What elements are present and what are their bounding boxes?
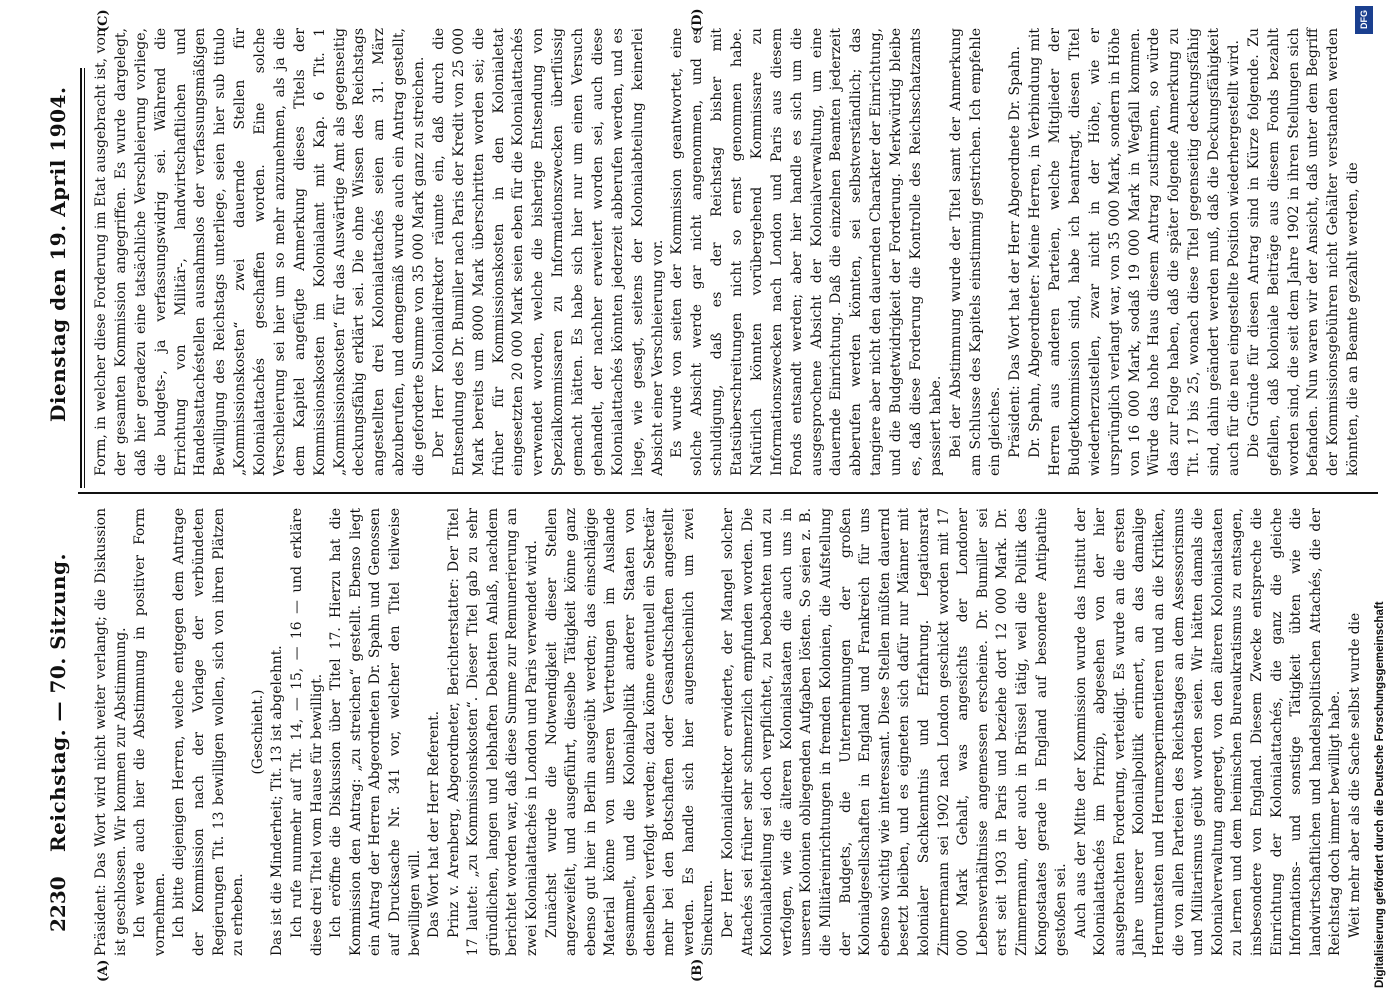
paragraph-centered: (Geschieht.)	[249, 689, 266, 775]
paragraph: Form, in welcher diese Forderung im Etat ausgebracht ist, von der gesamten Kommission angegriffen. Es wurde dargelegt, daß hier geradezu eine tatsächliche Verschleierung vorliege, die budgets-, ja verfassungswidrig sei. Während die Errichtung von Militär-, landwirtschaftlichen und Handelsattachéstellen ausnahmslos der verfassungsmäßigen Bewilligung des Reichstags unterliege, seien hier sub titulo „Kommissionskosten“ zwei dauernde Stellen für Kolonialattachés geschaffen worden. Eine solche Verschleierung sei hier um so mehr anzunehmen, als ja die dem Kapitel angefügte Anmerkung dieses Titels der Kommissionskosten im Kolonialamt mit Kap. 6 Tit. 1 „Kommissionskosten“ für das Auswärtige Amt als gegenseitig deckungsfähig erklärt sei. Die ohne Wissen des Reichstags angestellten drei Kolonialattachés seien am 31. März abzuberufen, und demgemäß wurde auch ein Antrag gestellt, die geforderte Summe von 35 000 Mark ganz zu streichen.	[93, 28, 427, 476]
paragraph: Zunächst wurde die Notwendigkeit dieser Stellen angezweifelt, und ausgeführt, dieselbe Tätigkeit könne ganz ebenso gut hier in Berlin ausgeübt werden; das einschlägige Material könne von unseren Vertretungen im Auslande gesammelt, und die Kolonialpolitik anderer Staaten von denselben verfolgt werden; dazu könne eventuell ein Sekretär mehr bei den Botschaften oder Gesandtschaften angestellt werden. Es handle sich hier augenscheinlich um zwei Sinekuren.	[543, 508, 717, 956]
paragraph: Präsident: Das Wort hat der Herr Abgeordnete Dr. Spahn.	[1007, 46, 1024, 458]
header-right: Dienstag den 19. April 1904.	[46, 86, 70, 422]
page-number: 2230	[46, 876, 70, 932]
digitization-sidebar	[1352, 0, 1386, 1000]
paragraph: Weit mehr aber als die Sache selbst wurde die	[1347, 612, 1363, 938]
column-separator	[78, 492, 1378, 494]
paragraph: Das ist die Minderheit; Tit. 13 ist abgelehnt.	[269, 645, 286, 956]
paragraph: Dr. Spahn, Abgeordneter: Meine Herren, in Verbindung mit Herren aus anderen Parteien, welche Mitglieder der Budgetkommission sind, habe ich beantragt, diesen Titel wiederherzustellen, zwar nicht in der Höhe, wie er ursprünglich verlangt war, von 35 000 Mark, sondern in Höhe von 16 000 Mark, sodaß 19 000 Mark in Wegfall kommen. Würde das hohe Haus diesem Antrag zustimmen, so würde das zur Folge haben, daß die später folgende Anmerkung zu Tit. 17 bis 25, wonach diese Titel gegenseitig deckungsfähig sind, dahin geändert werden muß, daß die Deckungsfähigkeit auch für die neu eingestellte Position wiederhergestellt wird.	[1027, 28, 1242, 476]
header-left: Reichstag. — 70. Sitzung.	[46, 553, 70, 852]
text-column-right	[92, 28, 1364, 476]
header-rule-thin	[84, 68, 85, 488]
paragraph: Der Herr Kolonialdirektor räumte ein, daß durch die Entsendung des Dr. Bumiller nach Paris der Kredit von 25 000 Mark bereits um 8000 Mark überschritten worden sei; die früher für Kommissionskosten in den Kolonialetat eingesetzten 20 000 Mark seien eben für die Kolonialattachés verwendet worden, welche die bisherige Entsendung von Spezialkommissaren zu Informationszwecken überflüssig gemacht hätten. Es habe sich hier nur um einen Versuch gehandelt, der nachher erweitert worden sei, auch diese Kolonialattachés könnten jederzeit abberufen werden, und es liege, wie gesagt, seitens der Kolonialabteilung keinerlei Absicht einer Verschleierung vor.	[430, 28, 666, 476]
text-column-left	[92, 508, 1366, 956]
paragraph: Ich werde auch hier die Abstimmung in positiver Form vornehmen.	[132, 508, 168, 956]
margin-marker-a: (A)	[96, 959, 111, 982]
paragraph: Präsident: Das Wort wird nicht weiter verlangt; die Diskussion ist geschlossen. Wir kommen zur Abstimmung.	[93, 508, 129, 956]
margin-marker-d: (D)	[690, 8, 705, 32]
paragraph: Bei der Abstimmung wurde der Titel samt der Anmerkung am Schlusse des Kapitels einstimmig gestrichen. Ich empfehle ein gleiches.	[947, 28, 1004, 476]
paragraph: Die Gründe für diesen Antrag sind in Kürze folgende. Zu gefallen, daß koloniale Beiträge aus diesem Fonds bezahlt worden sind, die seit dem Jahre 1902 in ihren Stellungen sich befanden. Nun waren wir der Ansicht, daß unter dem Begriff der Kommissionsgebühren nicht Gehälter verstanden werden könnten, die an Beamte gezahlt werden, die	[1245, 28, 1362, 476]
paragraph: Der Herr Kolonialdirektor erwiderte, der Mangel solcher Attachés sei früher sehr schmerzlich empfunden worden. Die Kolonialabteilung sei doch verpflichtet, zu beobachten und zu verfolgen, wie die älteren Kolonialstaaten die auch uns in unseren Kolonien obliegenden Aufgaben lösten. So seien z. B. die Militäreinrichtungen in fremden Kolonien, die Aufstellung der Budgets, die Unternehmungen der großen Kolonialgesellschaften in England und Frankreich für uns ebenso wichtig wie interessant. Diese Stellen müßten dauernd besetzt bleiben, und es eigneten sich dafür nur Männer mit kolonialer Sachkenntnis und Erfahrung. Legationsrat Zimmermann sei 1902 nach London geschickt worden mit 17 000 Mark Gehalt, was angesichts der Londoner Lebensverhältnisse angemessen erscheine. Dr. Bumiller sei erst seit 1903 in Paris und beziehe dort 12 000 Mark. Dr. Zimmermann, der auch in Brüssel tätig, weil die Politik des Kongostaates gerade in England auf besondere Antipathie gestoßen sei.	[720, 508, 1070, 956]
paragraph: Das Wort hat der Herr Referent.	[426, 710, 443, 938]
paragraph: Prinz v. Arenberg, Abgeordneter, Berichterstatter: Der Titel 17 lautet: „zu Kommissionskosten“. Dieser Titel gab zu sehr gründlichen, langen und lebhaften Debatten Anlaß, nachdem berichtet worden war, daß diese Summe zur Remunerierung an zwei Kolonialattachés in London und Paris verwendet wird.	[445, 508, 541, 956]
paragraph: Auch aus der Mitte der Kommission wurde das Institut der Kolonialattachés im Prinzip, abgesehen von der hier ausgebrachten Forderung, verteidigt. Es wurde an die ersten Jahre unserer Kolonialpolitik erinnert, an das damalige Herumtasten und Herumexperimentieren und an die Kritiken, die von allen Parteien des Reichstages an dem Assessorismus und Militarismus geübt worden seien. Wir hätten damals die Kolonialverwaltung angeregt, von den älteren Kolonialstaaten zu lernen und dem heimischen Bureaukratismus zu entsagen, insbesondere von England. Diesem Zwecke entspreche die Einrichtung der Kolonialattachés, die ganz die gleiche Informations- und sonstige Tätigkeit übten wie die landwirtschaftlichen und handelspolitischen Attachés, die der Reichstag doch immer bewilligt habe.	[1072, 508, 1344, 956]
margin-marker-b: (B)	[690, 958, 705, 982]
paragraph: Ich bitte diejenigen Herren, welche entgegen dem Antrage der Kommission nach der Vorlage der verbündeten Regierungen Tit. 13 bewilligen wollen, sich von ihren Plätzen zu erheben.	[171, 508, 247, 956]
paragraph: Ich rufe nunmehr auf Tit. 14, — 15, — 16 — und erkläre diese drei Titel vom Hause für bewilligt.	[288, 508, 325, 956]
margin-marker-c: (C)	[96, 9, 111, 32]
page-header	[46, 80, 72, 960]
dfg-logo: DFG	[1355, 6, 1373, 34]
header-rule	[80, 68, 82, 488]
paragraph: Es wurde von seiten der Kommission geantwortet, eine solche Absicht werde gar nicht angenommen, und es schuldigung, daß es der Reichstag bisher mit Etatsüberschreitungen nicht so ernst genommen habe. Natürlich könnten vorübergehend Kommissare zu Informationszwecken nach London und Paris aus diesem Fonds entsandt werden; aber hier handle es sich um die ausgesprochene Absicht der Kolonialverwaltung, um eine dauernde Einrichtung. Daß die einzelnen Beamten jederzeit abberufen werden könnten, sei selbstverständlich; das tangiere aber nicht den dauernden Charakter der Einrichtung, und die Budgetwidrigkeit der Forderung. Merkwürdig bleibe es, daß diese Forderung die Kontrolle des Reichsschatzamts passiert habe.	[669, 28, 944, 476]
paragraph: Ich eröffne die Diskussion über Titel 17. Hierzu hat die Kommission den Antrag: „zu streichen“ gestellt. Ebenso liegt ein Antrag der Herren Abgeordneten Dr. Spahn und Genossen auf Drucksache Nr. 341 vor, welcher den Titel teilweise bewilligen will.	[328, 508, 423, 956]
digitization-note: Digitalisierung gefördert durch die Deutsche Forschungsgemeinschaft	[1374, 601, 1386, 988]
